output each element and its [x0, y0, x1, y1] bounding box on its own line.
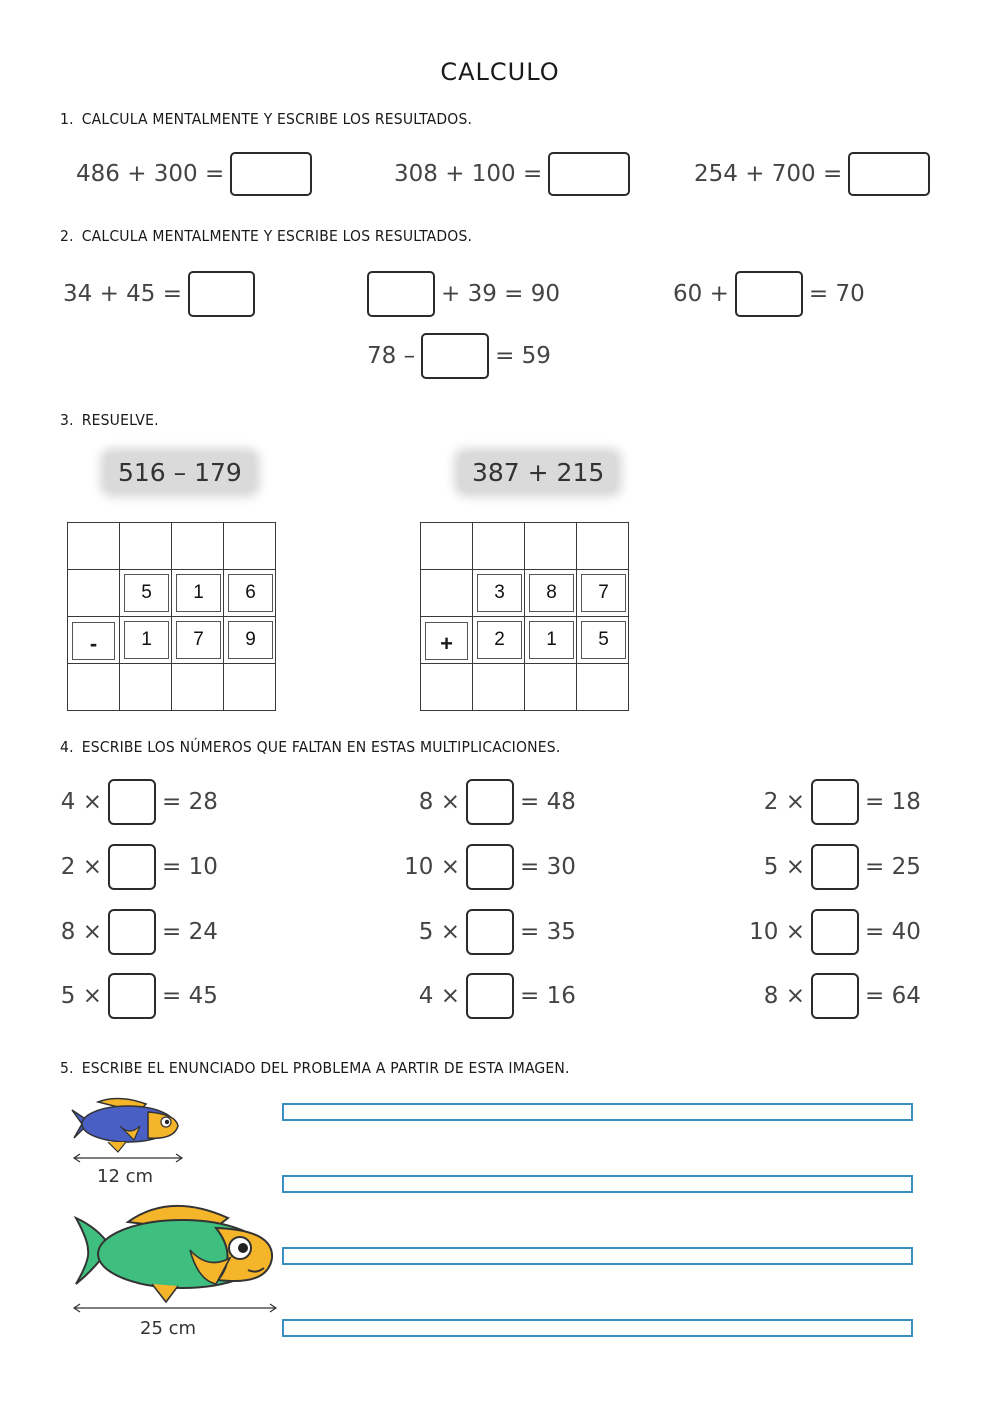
grid-cell[interactable] [120, 664, 172, 711]
grid-cell[interactable] [525, 523, 577, 570]
answer-box[interactable] [811, 844, 859, 890]
section-text: CALCULA MENTALMENTE Y ESCRIBE LOS RESULTADOS. [81, 110, 473, 128]
answer-box[interactable] [108, 909, 156, 955]
digit-cell: 9 [228, 621, 273, 659]
section-4-heading [60, 738, 561, 756]
grid-cell[interactable] [68, 523, 120, 570]
grid-cell[interactable] [577, 523, 629, 570]
grid-cell[interactable] [421, 664, 473, 711]
section-text: ESCRIBE EL ENUNCIADO DEL PROBLEMA A PARTIR DE ESTA IMAGEN. [81, 1059, 570, 1077]
mult-equation [400, 973, 576, 1019]
grid-cell [473, 570, 525, 617]
grid-cell [525, 570, 577, 617]
section-1-heading [60, 110, 472, 128]
answer-box[interactable] [848, 152, 930, 196]
digit-cell: 1 [529, 621, 574, 659]
digit-cell: 3 [477, 574, 522, 612]
mult-equation [745, 973, 921, 1019]
mult-right: = 25 [865, 854, 921, 880]
subtraction-grid [67, 522, 276, 711]
answer-box[interactable] [466, 779, 514, 825]
digit-cell: 1 [124, 621, 169, 659]
equation-text: 254 + 700 = [694, 161, 843, 187]
mult-right: = 30 [520, 854, 576, 880]
answer-box[interactable] [367, 271, 435, 317]
section-number: 5. [60, 1059, 74, 1077]
grid-cell[interactable] [577, 664, 629, 711]
grid-cell[interactable] [68, 664, 120, 711]
digit-cell: 8 [529, 574, 574, 612]
answer-box[interactable] [230, 152, 312, 196]
mult-left: 5 × [418, 919, 460, 945]
equation-text: 34 + 45 = [63, 281, 183, 307]
mult-equation [400, 909, 576, 955]
digit-cell: 5 [581, 621, 626, 659]
grid-cell [473, 617, 525, 664]
grid-cell [120, 570, 172, 617]
mult-left: 8 × [763, 983, 805, 1009]
digit-cell: 7 [581, 574, 626, 612]
section-number: 4. [60, 738, 74, 756]
ex2-equation-d [367, 333, 551, 379]
answer-box[interactable] [811, 973, 859, 1019]
grid-cell [577, 617, 629, 664]
grid-cell[interactable] [224, 523, 276, 570]
mult-right: = 45 [162, 983, 218, 1009]
grid-cell [421, 617, 473, 664]
equation-text: 78 – [367, 343, 416, 369]
grid-cell [172, 570, 224, 617]
equation-text: + 39 = 90 [441, 281, 561, 307]
mult-left: 5 × [763, 854, 805, 880]
grid-cell[interactable] [120, 523, 172, 570]
mult-left: 4 × [60, 789, 102, 815]
mult-right: = 18 [865, 789, 921, 815]
subtraction-label: 516 – 179 [106, 454, 254, 491]
grid-cell [68, 617, 120, 664]
answer-box[interactable] [188, 271, 255, 317]
section-number: 1. [60, 110, 74, 128]
digit-cell: 5 [124, 574, 169, 612]
mult-right: = 64 [865, 983, 921, 1009]
section-number: 3. [60, 411, 74, 429]
operator-sign: - [72, 622, 115, 660]
grid-cell [172, 617, 224, 664]
mult-left: 10 × [404, 854, 460, 880]
mult-equation [48, 973, 218, 1019]
digit-cell: 1 [176, 574, 221, 612]
equation-text: = 70 [808, 281, 865, 307]
ex1-equation-2 [394, 152, 630, 196]
mult-left: 2 × [763, 789, 805, 815]
mult-equation [48, 844, 218, 890]
page-title: CALCULO [440, 58, 560, 86]
answer-line-4[interactable] [282, 1319, 913, 1337]
answer-box[interactable] [466, 909, 514, 955]
mult-right: = 35 [520, 919, 576, 945]
large-fish-icon [70, 1200, 280, 1304]
ex2-equation-a [63, 271, 255, 317]
answer-line-2[interactable] [282, 1175, 913, 1193]
small-fish-icon [68, 1096, 188, 1156]
grid-cell[interactable] [68, 570, 120, 617]
answer-box[interactable] [466, 973, 514, 1019]
answer-box[interactable] [108, 779, 156, 825]
operator-sign: + [425, 622, 468, 660]
answer-box[interactable] [421, 333, 489, 379]
grid-cell[interactable] [421, 523, 473, 570]
mult-right: = 40 [865, 919, 921, 945]
mult-right: = 28 [162, 789, 218, 815]
grid-cell[interactable] [224, 664, 276, 711]
mult-left: 8 × [418, 789, 460, 815]
small-fish-length: 12 cm [97, 1166, 154, 1187]
equation-text: 486 + 300 = [76, 161, 225, 187]
mult-left: 5 × [60, 983, 102, 1009]
addition-label: 387 + 215 [460, 454, 616, 491]
mult-left: 2 × [60, 854, 102, 880]
large-fish-length-arrow-icon [72, 1300, 278, 1316]
mult-equation [745, 909, 921, 955]
section-text: RESUELVE. [81, 411, 159, 429]
section-5-heading [60, 1059, 570, 1077]
digit-cell: 7 [176, 621, 221, 659]
answer-box[interactable] [548, 152, 630, 196]
section-2-heading [60, 227, 472, 245]
grid-cell [120, 617, 172, 664]
mult-right: = 16 [520, 983, 576, 1009]
answer-box[interactable] [811, 909, 859, 955]
answer-box[interactable] [735, 271, 803, 317]
grid-cell [224, 617, 276, 664]
grid-cell[interactable] [172, 523, 224, 570]
digit-cell: 2 [477, 621, 522, 659]
grid-cell[interactable] [525, 664, 577, 711]
mult-equation [400, 844, 576, 890]
answer-box[interactable] [108, 844, 156, 890]
mult-left: 8 × [60, 919, 102, 945]
grid-cell [577, 570, 629, 617]
mult-right: = 24 [162, 919, 218, 945]
answer-line-3[interactable] [282, 1247, 913, 1265]
mult-right: = 10 [162, 854, 218, 880]
ex2-equation-c [673, 271, 865, 317]
grid-cell [224, 570, 276, 617]
answer-line-1[interactable] [282, 1103, 913, 1121]
mult-equation [745, 844, 921, 890]
answer-box[interactable] [466, 844, 514, 890]
equation-text: 60 + [673, 281, 729, 307]
section-text: CALCULA MENTALMENTE Y ESCRIBE LOS RESULTADOS. [81, 227, 473, 245]
equation-text: = 59 [495, 343, 551, 369]
large-fish-length: 25 cm [140, 1318, 197, 1339]
grid-cell [525, 617, 577, 664]
mult-right: = 48 [520, 789, 576, 815]
answer-box[interactable] [108, 973, 156, 1019]
mult-equation [400, 779, 576, 825]
digit-cell: 6 [228, 574, 273, 612]
section-text: ESCRIBE LOS NÚMEROS QUE FALTAN EN ESTAS MULTIPLICACIONES. [81, 738, 561, 756]
section-number: 2. [60, 227, 74, 245]
ex1-equation-3 [694, 152, 930, 196]
mult-equation [745, 779, 921, 825]
section-3-heading [60, 411, 159, 429]
grid-cell[interactable] [473, 523, 525, 570]
mult-equation [48, 779, 218, 825]
small-fish-length-arrow-icon [72, 1150, 184, 1166]
mult-left: 4 × [418, 983, 460, 1009]
addition-grid [420, 522, 629, 711]
equation-text: 308 + 100 = [394, 161, 543, 187]
ex2-equation-b [367, 271, 560, 317]
grid-cell[interactable] [473, 664, 525, 711]
mult-left: 10 × [749, 919, 805, 945]
ex1-equation-1 [76, 152, 312, 196]
grid-cell[interactable] [172, 664, 224, 711]
answer-box[interactable] [811, 779, 859, 825]
grid-cell[interactable] [421, 570, 473, 617]
mult-equation [48, 909, 218, 955]
